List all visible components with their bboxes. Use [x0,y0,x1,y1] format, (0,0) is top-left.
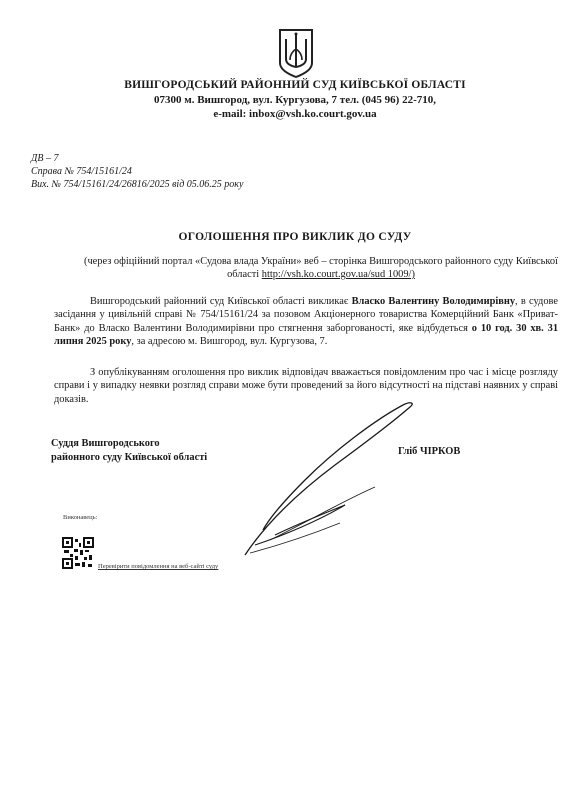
case-number: Справа № 754/15161/24 [31,166,132,177]
publication-source [84,255,558,281]
coat-of-arms-icon [277,27,315,79]
notice-text: З опублікуванням оголошення про виклик відповідач вважається повідомленим про час і місце розгляду справи і у випадку неявки розгляд справи може бути проведений за його відсутності на підставі наявних у справі доказів. [54,367,558,405]
judge-position [51,437,207,464]
court-email: e-mail: inbox@vsh.ko.court.gov.ua [213,108,377,120]
judge-position-line2: районного суду Київської області [51,451,208,463]
outgoing-number: Вих. № 754/15161/24/26816/2025 від 05.06.25 року [31,179,244,190]
publication-source-text: (через офіційний портал «Судова влада України» веб – сторінка Вишгородського районного суду Київської області [84,256,558,280]
summons-text-b: , в судове засідання у цивільній справі № 754/15161/24 за позовом Акціонерного товариства Комерційний Банк «Приват-Банк» до Власко Валентини Володимирівни про стягнення заборгованості, яке відбудеться [54,296,558,334]
summons-text-a: Вишгородський районний суд Київської області викликає [90,296,349,307]
document-code: ДВ – 7 [31,153,59,164]
court-address: 07300 м. Вишгород, вул. Кургузова, 7 тел. (045 96) 22-710, [153,94,437,106]
summons-paragraph [54,295,558,349]
judge-position-line1: Суддя Вишгородського [51,438,160,449]
defendant-name: Власко Валентину Володимирівну [351,296,516,307]
qr-code-icon[interactable] [62,537,94,569]
court-name: ВИШГОРОДСЬКИЙ РАЙОННИЙ СУД КИЇВСЬКОЇ ОБЛАСТІ [124,79,466,91]
document-title: ОГОЛОШЕННЯ ПРО ВИКЛИК ДО СУДУ [178,231,412,243]
summons-text-c: , за адресою м. Вишгород, вул. Кургузова, 7. [131,336,328,348]
judge-name: Гліб ЧІРКОВ [398,446,461,457]
court-portal-link[interactable]: http://vsh.ko.court.gov.ua/sud 1009/) [261,269,415,280]
executor-label: Виконавець: [63,514,98,521]
hearing-datetime: о 10 год. 30 хв. 31 липня 2025 року [54,322,559,348]
qr-verification-note: Перевірити повідомлення на веб-сайті суду [98,563,219,570]
handwritten-signature [225,395,425,565]
